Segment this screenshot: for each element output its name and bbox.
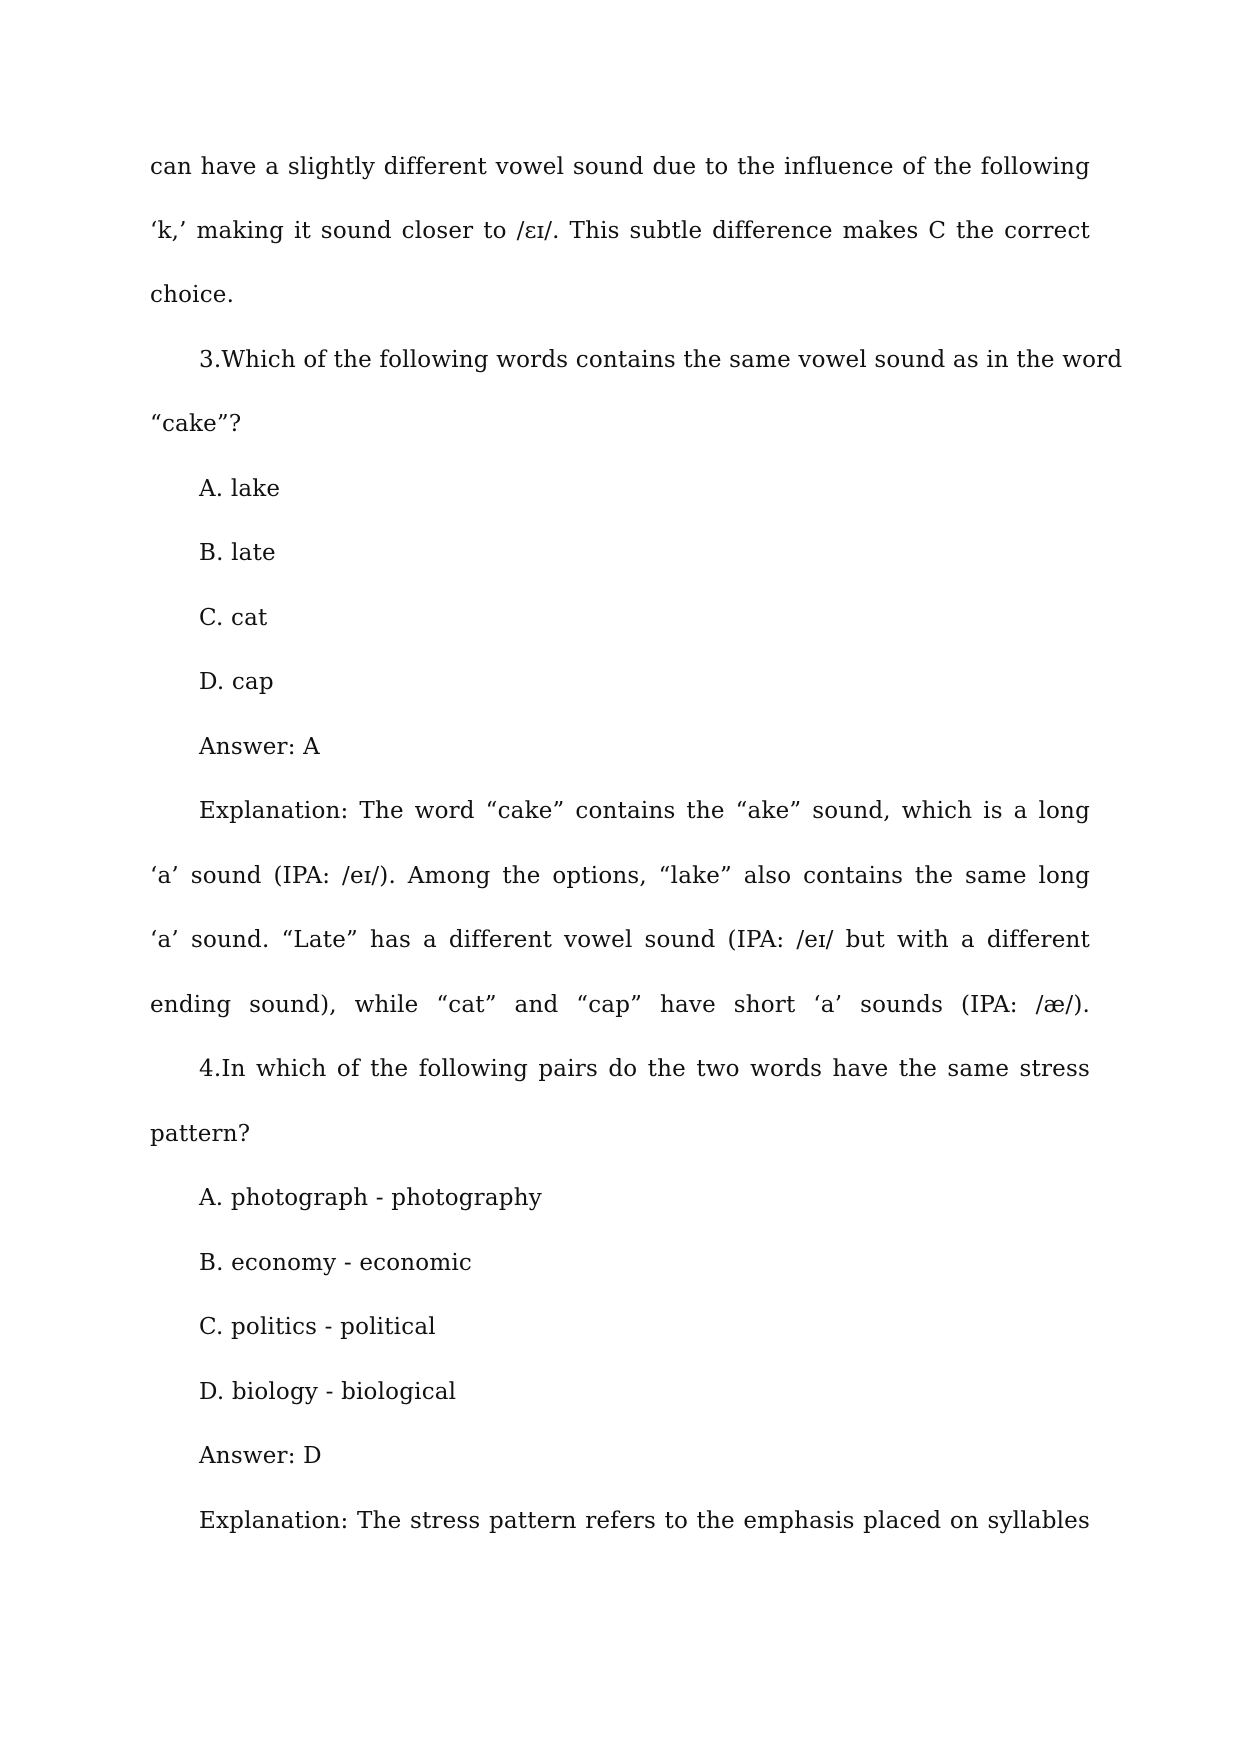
question-4-option-b: B. economy - economic bbox=[199, 1250, 472, 1276]
question-3-option-d: D. cap bbox=[199, 669, 274, 695]
text-line: can have a slightly different vowel sound due to the influence of the following bbox=[150, 154, 1090, 180]
question-4-answer: Answer: D bbox=[199, 1443, 322, 1469]
question-3-explanation-line: ending sound), while “cat” and “cap” have short ‘a’ sounds (IPA: /æ/). bbox=[150, 992, 1090, 1018]
question-3-explanation-line: ‘a’ sound (IPA: /eɪ/). Among the options, “lake” also contains the same long bbox=[150, 863, 1090, 889]
text-line: ‘k,’ making it sound closer to /ɛɪ/. This subtle difference makes C the correct bbox=[150, 218, 1090, 244]
question-3-explanation: Explanation: The word “cake” contains the “ake” sound, which is a long bbox=[199, 798, 1090, 824]
question-4-text-continued: pattern? bbox=[150, 1121, 251, 1147]
question-3-explanation-line: ‘a’ sound. “Late” has a different vowel sound (IPA: /eɪ/ but with a different bbox=[150, 927, 1090, 953]
question-4-explanation: Explanation: The stress pattern refers to the emphasis placed on syllables bbox=[199, 1508, 1090, 1534]
question-3-option-a: A. lake bbox=[199, 476, 281, 502]
question-3-answer: Answer: A bbox=[199, 734, 320, 760]
question-3-option-b: B. late bbox=[199, 540, 276, 566]
question-4-option-c: C. politics - political bbox=[199, 1314, 436, 1340]
question-3-text: 3.Which of the following words contains the same vowel sound as in the word bbox=[199, 347, 1123, 373]
question-3-option-c: C. cat bbox=[199, 605, 268, 631]
question-3-text-continued: “cake”? bbox=[150, 411, 242, 437]
question-4-text: 4.In which of the following pairs do the two words have the same stress bbox=[199, 1056, 1090, 1082]
text-line: choice. bbox=[150, 282, 235, 308]
question-4-option-a: A. photograph - photography bbox=[199, 1185, 542, 1211]
question-4-option-d: D. biology - biological bbox=[199, 1379, 457, 1405]
